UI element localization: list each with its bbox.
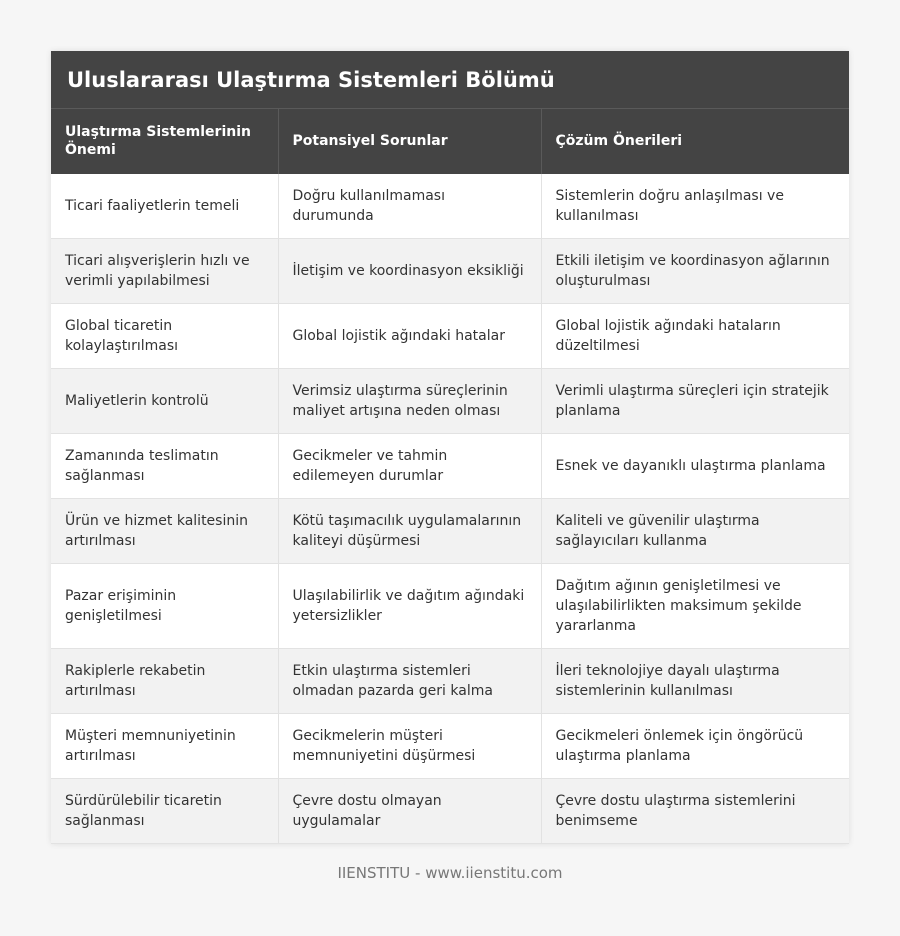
table-cell: İletişim ve koordinasyon eksikliği — [278, 239, 541, 304]
table-row — [51, 239, 849, 304]
table-cell: Etkili iletişim ve koordinasyon ağlarının oluşturulması — [541, 239, 849, 304]
table-cell: Gecikmelerin müşteri memnuniyetini düşürmesi — [278, 714, 541, 779]
table-cell: Ticari alışverişlerin hızlı ve verimli yapılabilmesi — [51, 239, 278, 304]
table-cell: Çevre dostu olmayan uygulamalar — [278, 779, 541, 844]
table-cell: Esnek ve dayanıklı ulaştırma planlama — [541, 434, 849, 499]
page-title: Uluslararası Ulaştırma Sistemleri Bölümü — [51, 51, 849, 108]
table-cell: Rakiplerle rekabetin artırılması — [51, 649, 278, 714]
table-cell: Müşteri memnuniyetinin artırılması — [51, 714, 278, 779]
table-row — [51, 304, 849, 369]
table-card — [51, 51, 849, 844]
table-cell: Ulaşılabilirlik ve dağıtım ağındaki yetersizlikler — [278, 564, 541, 649]
header-row — [51, 109, 849, 174]
table-cell: Verimli ulaştırma süreçleri için stratejik planlama — [541, 369, 849, 434]
table-row — [51, 779, 849, 844]
column-header-solutions: Çözüm Önerileri — [541, 109, 849, 174]
table-row — [51, 714, 849, 779]
table-cell: Gecikmeler ve tahmin edilemeyen durumlar — [278, 434, 541, 499]
table-cell: Zamanında teslimatın sağlanması — [51, 434, 278, 499]
table-cell: Global lojistik ağındaki hataların düzeltilmesi — [541, 304, 849, 369]
column-header-problems: Potansiyel Sorunlar — [278, 109, 541, 174]
table-cell: Dağıtım ağının genişletilmesi ve ulaşılabilirlikten maksimum şekilde yararlanma — [541, 564, 849, 649]
table-cell: Verimsiz ulaştırma süreçlerinin maliyet artışına neden olması — [278, 369, 541, 434]
table-cell: Doğru kullanılmaması durumunda — [278, 174, 541, 239]
table-cell: Sürdürülebilir ticaretin sağlanması — [51, 779, 278, 844]
table-row — [51, 499, 849, 564]
table-cell: Kötü taşımacılık uygulamalarının kaliteyi düşürmesi — [278, 499, 541, 564]
table-row — [51, 649, 849, 714]
table-cell: Kaliteli ve güvenilir ulaştırma sağlayıcıları kullanma — [541, 499, 849, 564]
footer-credit: IIENSTITU - www.iienstitu.com — [337, 864, 563, 882]
table-row — [51, 174, 849, 239]
data-table — [51, 108, 849, 844]
table-cell: Maliyetlerin kontrolü — [51, 369, 278, 434]
table-cell: Etkin ulaştırma sistemleri olmadan pazarda geri kalma — [278, 649, 541, 714]
table-row — [51, 564, 849, 649]
table-cell: Ticari faaliyetlerin temeli — [51, 174, 278, 239]
column-header-importance: Ulaştırma Sistemlerinin Önemi — [51, 109, 278, 174]
table-cell: Global ticaretin kolaylaştırılması — [51, 304, 278, 369]
table-cell: Ürün ve hizmet kalitesinin artırılması — [51, 499, 278, 564]
table-cell: Gecikmeleri önlemek için öngörücü ulaştırma planlama — [541, 714, 849, 779]
table-cell: Çevre dostu ulaştırma sistemlerini benimseme — [541, 779, 849, 844]
table-cell: Global lojistik ağındaki hatalar — [278, 304, 541, 369]
table-cell: İleri teknolojiye dayalı ulaştırma sistemlerinin kullanılması — [541, 649, 849, 714]
table-cell: Sistemlerin doğru anlaşılması ve kullanılması — [541, 174, 849, 239]
table-row — [51, 369, 849, 434]
table-row — [51, 434, 849, 499]
table-cell: Pazar erişiminin genişletilmesi — [51, 564, 278, 649]
